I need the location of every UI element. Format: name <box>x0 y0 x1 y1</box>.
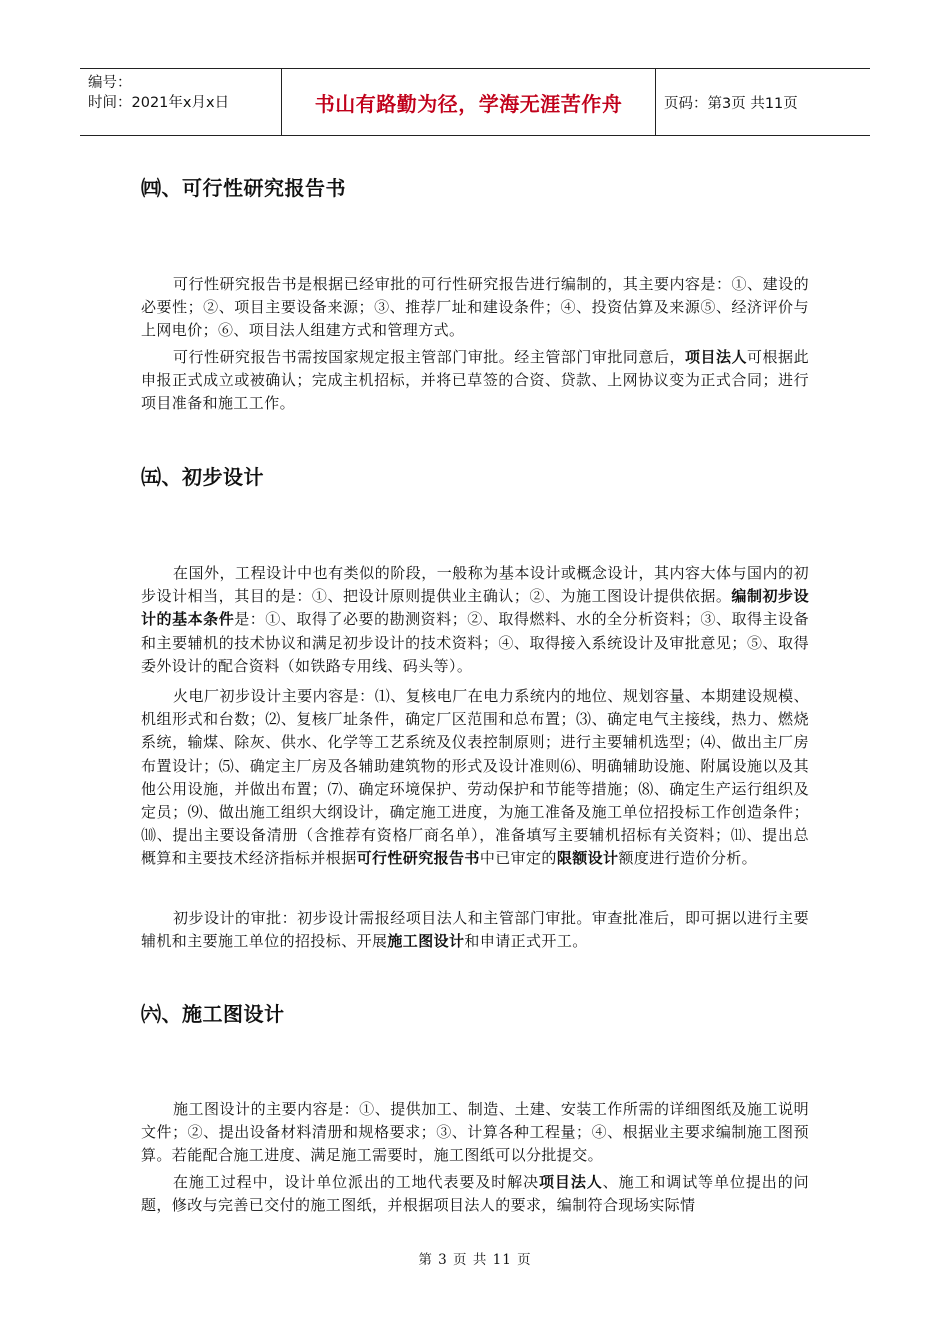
section-heading-4: ㈣、可行性研究报告书 <box>141 176 346 200</box>
text-run: 中已审定的 <box>479 849 557 868</box>
section-4-paragraph-2 <box>141 346 809 416</box>
section-5-paragraph-3 <box>141 907 809 953</box>
text-run: 是：①、取得了必要的勘测资料；②、取得燃料、水的全分析资料；③、取得主设备和主要辅机的技术协议和满足初步设计的技术资料；④、取得接入系统设计及审批意见；⑤、取得委外设计的配合资料（如铁路专用线、码头等）。 <box>141 610 809 675</box>
page-header <box>80 68 870 136</box>
section-6-paragraph-1: 施工图设计的主要内容是：①、提供加工、制造、土建、安装工作所需的详细图纸及施工说明文件；②、提出设备材料清册和规格要求；③、计算各种工程量；④、根据业主要求编制施工图预算。若能配合施工进度、满足施工需要时，施工图纸可以分批提交。 <box>141 1100 809 1165</box>
bold-term: 编制初步设计的基本条件 <box>141 587 809 629</box>
bold-term: 施工图设计 <box>387 932 465 951</box>
bold-term: 可行性研究报告书 <box>356 849 480 868</box>
doc-number-label: 编号： <box>88 75 132 91</box>
bold-term: 限额设计 <box>556 849 619 868</box>
header-motto: 书山有路勤为径，学海无涯苦作舟 <box>282 69 656 135</box>
bold-term: 项目法人 <box>539 1173 603 1191</box>
text-run: 在施工过程中，设计单位派出的工地代表要及时解决 <box>173 1173 539 1191</box>
text-run: 在国外，工程设计中也有类似的阶段，一般称为基本设计或概念设计，其内容大体与国内的初步设计相当，其目的是：①、把设计原则提供业主确认；②、为施工图设计提供依据。 <box>141 564 809 606</box>
text-run: 初步设计的审批：初步设计需报经项目法人和主管部门审批。审查批准后，即可据以进行主要辅机和主要施工单位的招投标、开展 <box>141 909 809 951</box>
header-page-label: 页码：第3页 共11页 <box>664 95 798 112</box>
doc-date-label: 时间：2021年x月x日 <box>88 95 230 111</box>
section-5-paragraph-2 <box>141 685 809 871</box>
section-4-paragraph-1: 可行性研究报告书是根据已经审批的可行性研究报告进行编制的，其主要内容是：①、建设的必要性；②、项目主要设备来源；③、推荐厂址和建设条件；④、投资估算及来源⑤、经济评价与上网电价；⑥、项目法人组建方式和管理方式。 <box>141 275 809 340</box>
text-run: 额度进行造价分析。 <box>618 849 758 868</box>
section-heading-5: ㈤、初步设计 <box>141 465 264 489</box>
text-run: 可根据此申报正式成立或被确认；完成主机招标，并将已草签的合资、贷款、上网协议变为正式合同；进行项目准备和施工工作。 <box>141 348 809 413</box>
section-5-paragraph-1 <box>141 562 809 678</box>
header-meta <box>80 69 282 135</box>
text-run: 火电厂初步设计主要内容是：⑴、复核电厂在电力系统内的地位、规划容量、本期建设规模、机组形式和台数；⑵、复核厂址条件，确定厂区范围和总布置；⑶、确定电气主接线，热力、燃烧系统，输煤、除灰、供水、化学等工艺系统及仪表控制原则；进行主要辅机选型；⑷、做出主厂房布置设计；⑸、确定主厂房及各辅助建筑物的形式及设计准则⑹、明确辅助设施、附属设施以及其他公用设施，并做出布置；⑺、确定环境保护、劳动保护和节能等措施；⑻、确定生产运行组织及定员；⑼、做出施工组织大纲设计，确定施工进度，为施工准备及施工单位招投标工作创造条件；⑽、提出主要设备清册（含推荐有资格厂商名单），准备填写主要辅机招标有关资料；⑾、提出总概算和主要技术经济指标并根据 <box>141 687 809 868</box>
section-6-paragraph-2 <box>141 1171 809 1217</box>
page-footer: 第 3 页 共 11 页 <box>418 1252 532 1268</box>
bold-term: 项目法人 <box>684 348 748 366</box>
text-run: 、施工和调试等单位提出的问题，修改与完善已交付的施工图纸，并根据项目法人的要求，编制符合现场实际情 <box>141 1173 810 1215</box>
text-run: 可行性研究报告书需按国家规定报主管部门审批。经主管部门审批同意后， <box>173 348 685 366</box>
section-heading-6: ㈥、施工图设计 <box>141 1002 285 1026</box>
text-run: 和申请正式开工。 <box>464 932 588 951</box>
